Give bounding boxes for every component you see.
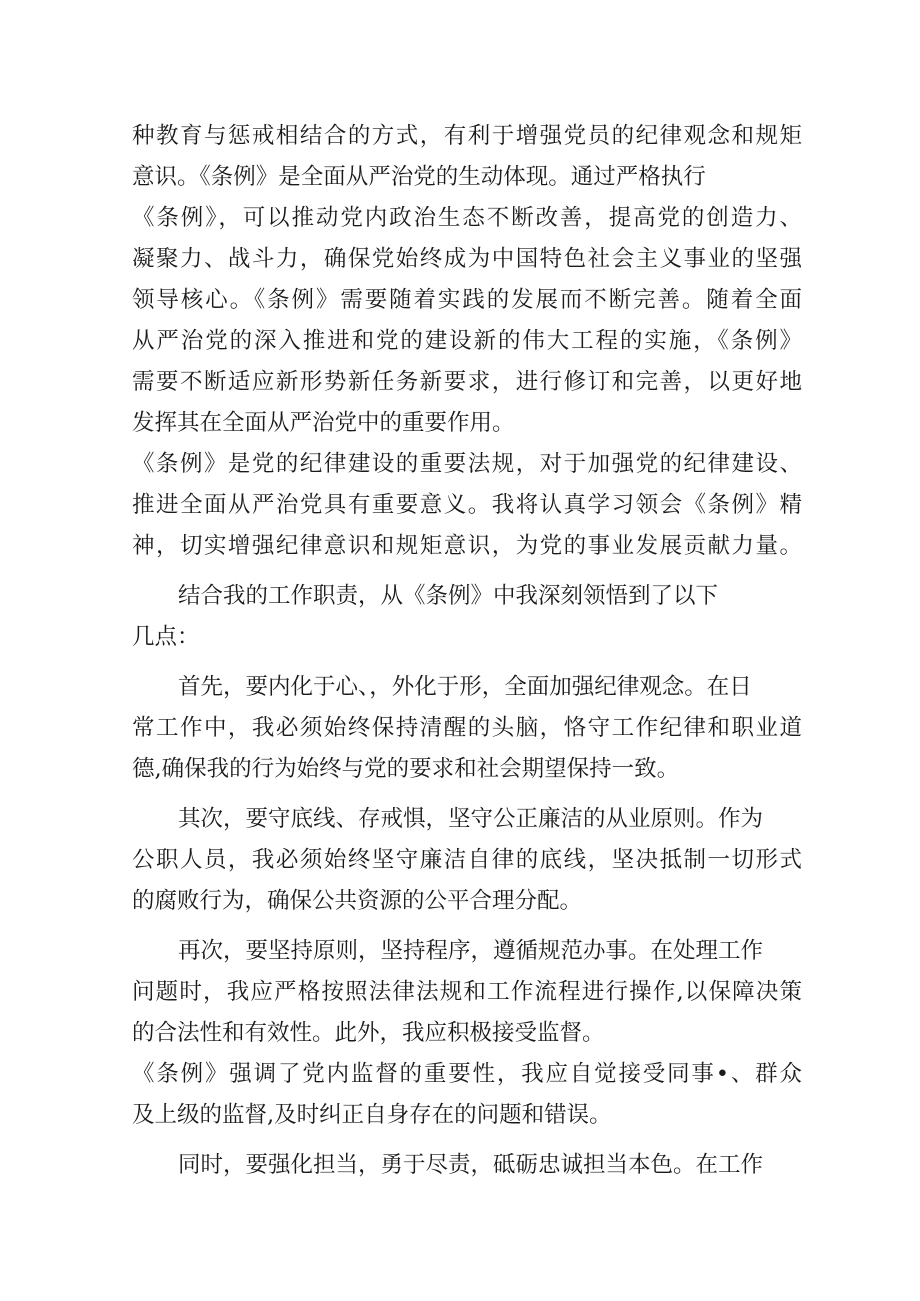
text-line: 从严治党的深入推进和党的建设新的伟大工程的实施，《条例》 [132, 328, 802, 354]
text-line: 常工作中，我必须始终保持清醒的头脑，恪守工作纪律和职业道 [132, 715, 802, 741]
text-line: 结合我的工作职责，从《条例》中我深刻领悟到了以下 [178, 583, 719, 609]
text-line: 神，切实增强纪律意识和规矩意识，为党的事业发展贡献力量。 [132, 533, 802, 559]
text-line: 的腐败行为，确保公共资源的公平合理分配。 [132, 888, 583, 914]
text-line: 发挥其在全面从严治党中的重要作用。 [132, 410, 515, 436]
text-line: 《条例》是党的纪律建设的重要法规，对于加强党的纪律建设、 [132, 451, 802, 477]
text-line: 的合法性和有效性。此外，我应积极接受监督。 [132, 1020, 605, 1046]
text-line: 《条例》强调了党内监督的重要性，我应自觉接受同事•、群众 [132, 1061, 802, 1087]
text-line: 需要不断适应新形势新任务新要求，进行修订和完善，以更好地 [132, 369, 802, 395]
text-line: 几点： [132, 624, 200, 650]
text-line: 意识。《条例》是全面从严治党的生动体现。通过严格执行 [132, 164, 706, 190]
text-line: 公职人员，我必须始终坚守廉洁自律的底线，坚决抵制一切形式 [132, 847, 802, 873]
text-line: 问题时，我应严格按照法律法规和工作流程进行操作,以保障决策 [132, 979, 802, 1005]
text-line: 种教育与惩戒相结合的方式，有利于增强党员的纪律观念和规矩 [132, 123, 802, 149]
text-line: 首先，要内化于心、，外化于形，全面加强纪律观念。在日 [178, 674, 752, 700]
text-line: 推进全面从严治党具有重要意义。我将认真学习领会《条例》精 [132, 492, 802, 518]
text-line: 同时，要强化担当，勇于尽责，砥砺忠诚担当本色。在工作 [178, 1152, 764, 1178]
text-line: 德,确保我的行为始终与党的要求和社会期望保持一致。 [132, 756, 680, 782]
text-line: 领导核心。《条例》需要随着实践的发展而不断完善。随着全面 [132, 287, 802, 313]
text-line: 再次，要坚持原则，坚持程序，遵循规范办事。在处理工作 [178, 938, 764, 964]
document-body [132, 116, 802, 1186]
text-line: 《条例》，可以推动党内政治生态不断改善，提高党的创造力、 [132, 205, 802, 231]
text-line: 凝聚力、战斗力，确保党始终成为中国特色社会主义事业的坚强 [132, 246, 802, 272]
text-line: 及上级的监督,及时纠正自身存在的问题和错误。 [132, 1102, 612, 1128]
text-line: 其次，要守底线、存戒惧，坚守公正廉洁的从业原则。作为 [178, 806, 764, 832]
